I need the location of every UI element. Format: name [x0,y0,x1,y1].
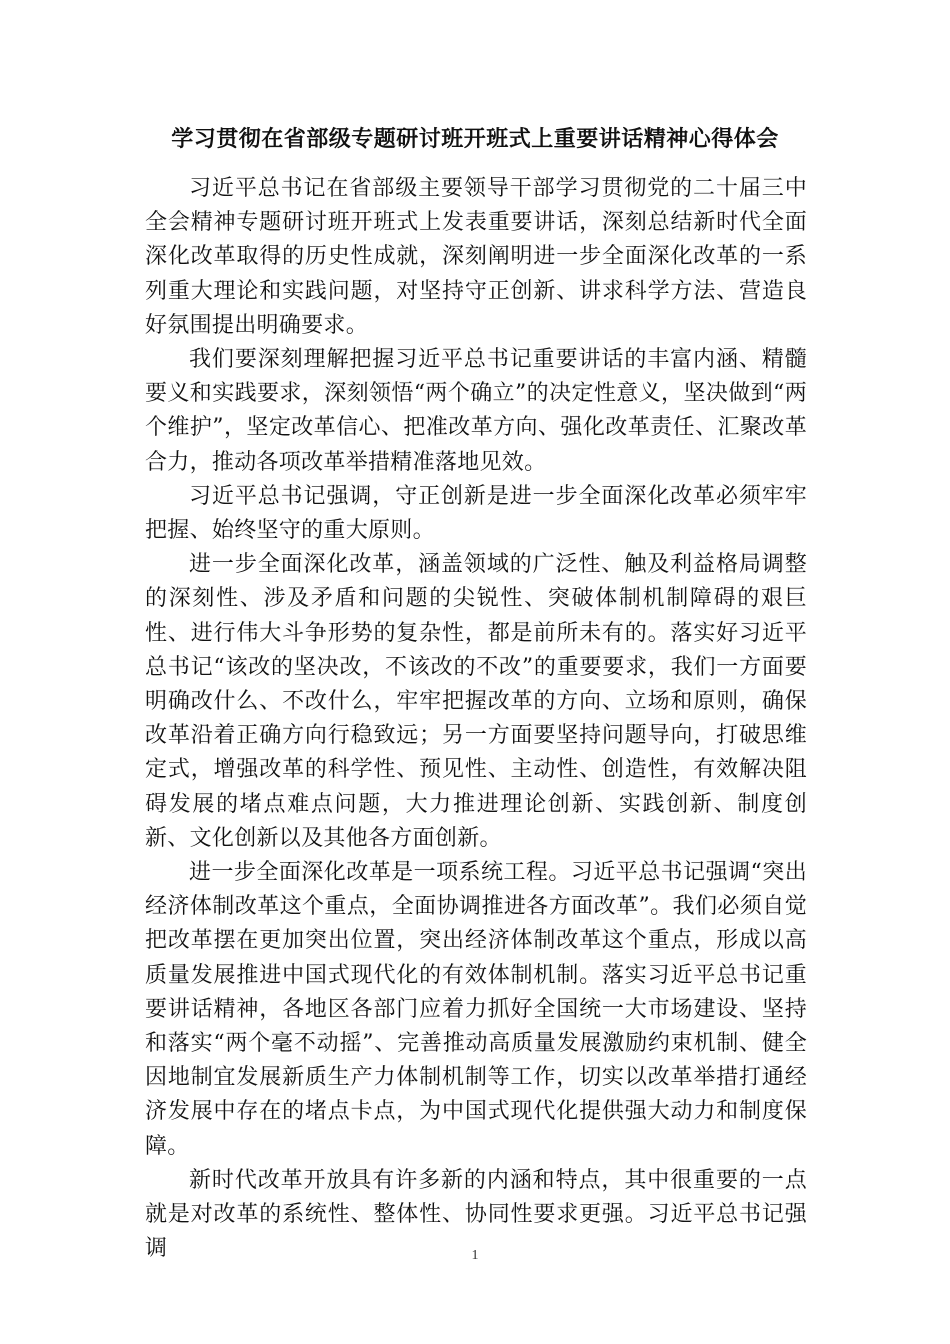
paragraph-4: 进一步全面深化改革，涵盖领域的广泛性、触及利益格局调整的深刻性、涉及矛盾和问题的尖锐性、突破体制机制障碍的艰巨性、进行伟大斗争形势的复杂性，都是前所未有的。落实好习近平总书记“该改的坚决改，不该改的不改”的重要要求，我们一方面要明确改什么、不改什么，牢牢把握改革的方向、立场和原则，确保改革沿着正确方向行稳致远；另一方面要坚持问题导向，打破思维定式，增强改革的科学性、预见性、主动性、创造性，有效解决阻碍发展的堵点难点问题，大力推进理论创新、实践创新、制度创新、文化创新以及其他各方面创新。 [145,552,807,851]
paragraph-3: 习近平总书记强调，守正创新是进一步全面深化改革必须牢牢把握、始终坚守的重大原则。 [145,483,807,544]
paragraph-2: 我们要深刻理解把握习近平总书记重要讲话的丰富内涵、精髓要义和实践要求，深刻领悟“两个确立”的决定性意义，坚决做到“两个维护”，坚定改革信心、把准改革方向、强化改革责任、汇聚改革合力，推动各项改革举措精准落地见效。 [145,347,807,475]
paragraph-1: 习近平总书记在省部级主要领导干部学习贯彻党的二十届三中全会精神专题研讨班开班式上发表重要讲话，深刻总结新时代全面深化改革取得的历史性成就，深刻阐明进一步全面深化改革的一系列重大理论和实践问题，对坚持守正创新、讲求科学方法、营造良好氛围提出明确要求。 [145,176,807,338]
document-title: 学习贯彻在省部级专题研讨班开班式上重要讲话精神心得体会 [171,127,779,152]
paragraph-5: 进一步全面深化改革是一项系统工程。习近平总书记强调“突出经济体制改革这个重点，全面协调推进各方面改革”。我们必须自觉把改革摆在更加突出位置，突出经济体制改革这个重点，形成以高质量发展推进中国式现代化的有效体制机制。落实习近平总书记重要讲话精神，各地区各部门应着力抓好全国统一大市场建设、坚持和落实“两个毫不动摇”、完善推动高质量发展激励约束机制、健全因地制宜发展新质生产力体制机制等工作，切实以改革举措打通经济发展中存在的堵点卡点，为中国式现代化提供强大动力和制度保障。 [145,860,807,1159]
document-body [145,172,807,1267]
paragraph-6: 新时代改革开放具有许多新的内涵和特点，其中很重要的一点就是对改革的系统性、整体性、协同性要求更强。习近平总书记强调 [145,1167,807,1262]
page-number: 1 [471,1248,479,1263]
